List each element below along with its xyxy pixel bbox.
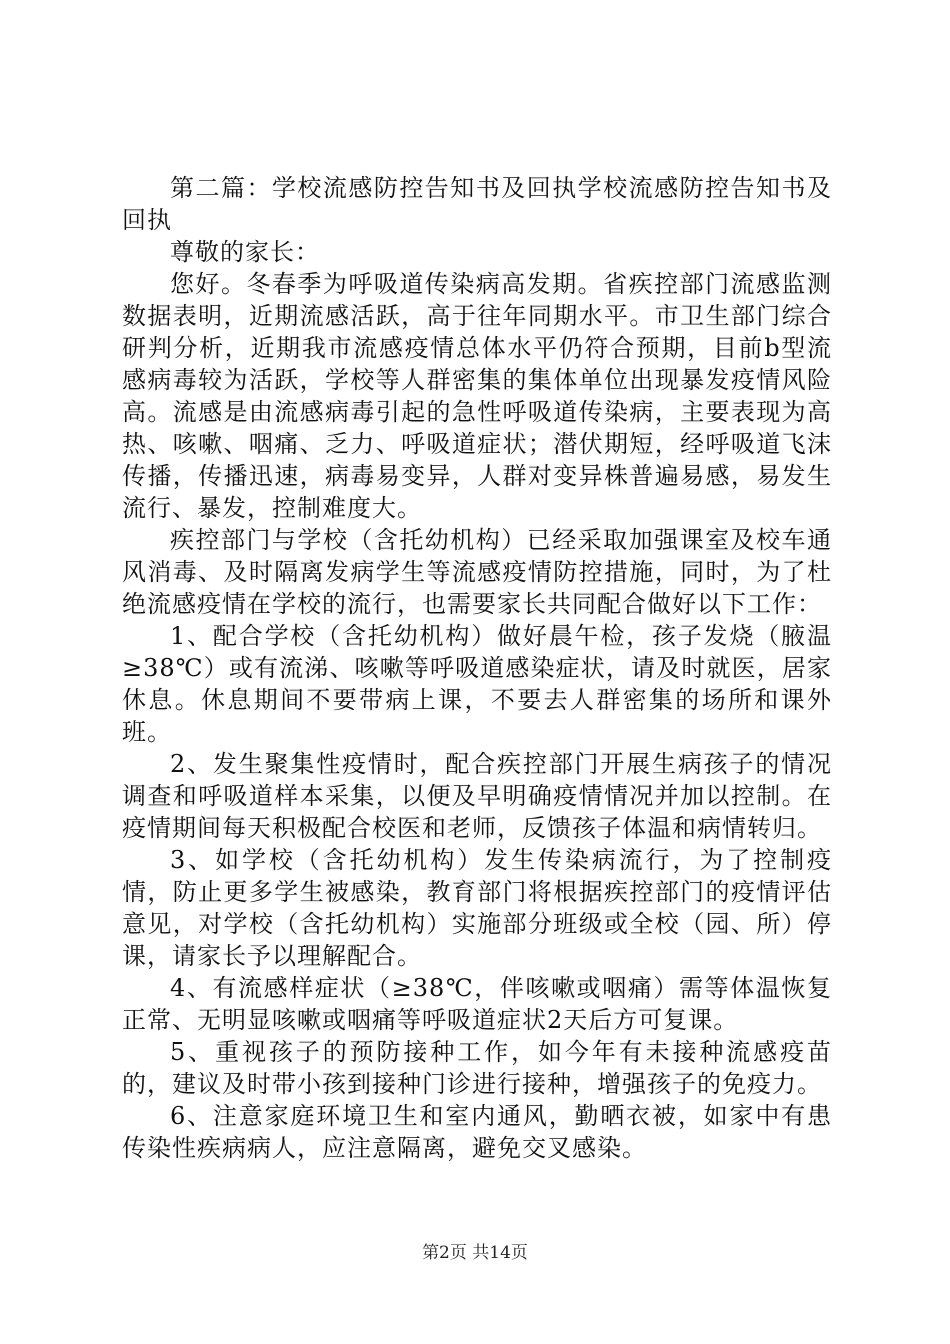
paragraph-item-1: 1、配合学校（含托幼机构）做好晨午检，孩子发烧（腋温≥38℃）或有流涕、咳嗽等呼吸道感染症状，请及时就医，居家休息。休息期间不要带病上课，不要去人群密集的场所和课外班。	[122, 622, 832, 746]
salutation: 尊敬的家长：	[170, 238, 320, 266]
paragraph-intro: 您好。冬春季为呼吸道传染病高发期。省疾控部门流感监测数据表明，近期流感活跃，高于往年同期水平。市卫生部门综合研判分析，近期我市流感疫情总体水平仍符合预期，目前b型流感病毒较为活跃，学校等人群密集的集体单位出现暴发疫情风险高。流感是由流感病毒引起的急性呼吸道传染病，主要表现为高热、咳嗽、咽痛、乏力、呼吸道症状；潜伏期短，经呼吸道飞沫传播，传播迅速，病毒易变异，人群对变异株普遍易感，易发生流行、暴发，控制难度大。	[122, 270, 832, 522]
document-title: 第二篇：学校流感防控告知书及回执学校流感防控告知书及回执	[122, 174, 832, 234]
paragraph-item-5: 5、重视孩子的预防接种工作，如今年有未接种流感疫苗的，建议及时带小孩到接种门诊进行接种，增强孩子的免疫力。	[122, 1038, 832, 1098]
paragraph-item-6: 6、注意家庭环境卫生和室内通风，勤晒衣被，如家中有患传染性疾病病人，应注意隔离，避免交叉感染。	[122, 1102, 832, 1162]
paragraph-measures: 疾控部门与学校（含托幼机构）已经采取加强课室及校车通风消毒、及时隔离发病学生等流感疫情防控措施，同时，为了杜绝流感疫情在学校的流行，也需要家长共同配合做好以下工作：	[122, 526, 832, 618]
paragraph-item-4: 4、有流感样症状（≥38℃，伴咳嗽或咽痛）需等体温恢复正常、无明显咳嗽或咽痛等呼吸道症状2天后方可复课。	[122, 974, 832, 1034]
document-body	[122, 172, 832, 1164]
page-footer: 第2页 共14页	[422, 1243, 528, 1263]
paragraph-item-3: 3、如学校（含托幼机构）发生传染病流行，为了控制疫情，防止更多学生被感染，教育部门将根据疾控部门的疫情评估意见，对学校（含托幼机构）实施部分班级或全校（园、所）停课，请家长予以理解配合。	[122, 846, 832, 970]
paragraph-item-2: 2、发生聚集性疫情时，配合疾控部门开展生病孩子的情况调查和呼吸道样本采集，以便及早明确疫情情况并加以控制。在疫情期间每天积极配合校医和老师，反馈孩子体温和病情转归。	[122, 750, 832, 842]
